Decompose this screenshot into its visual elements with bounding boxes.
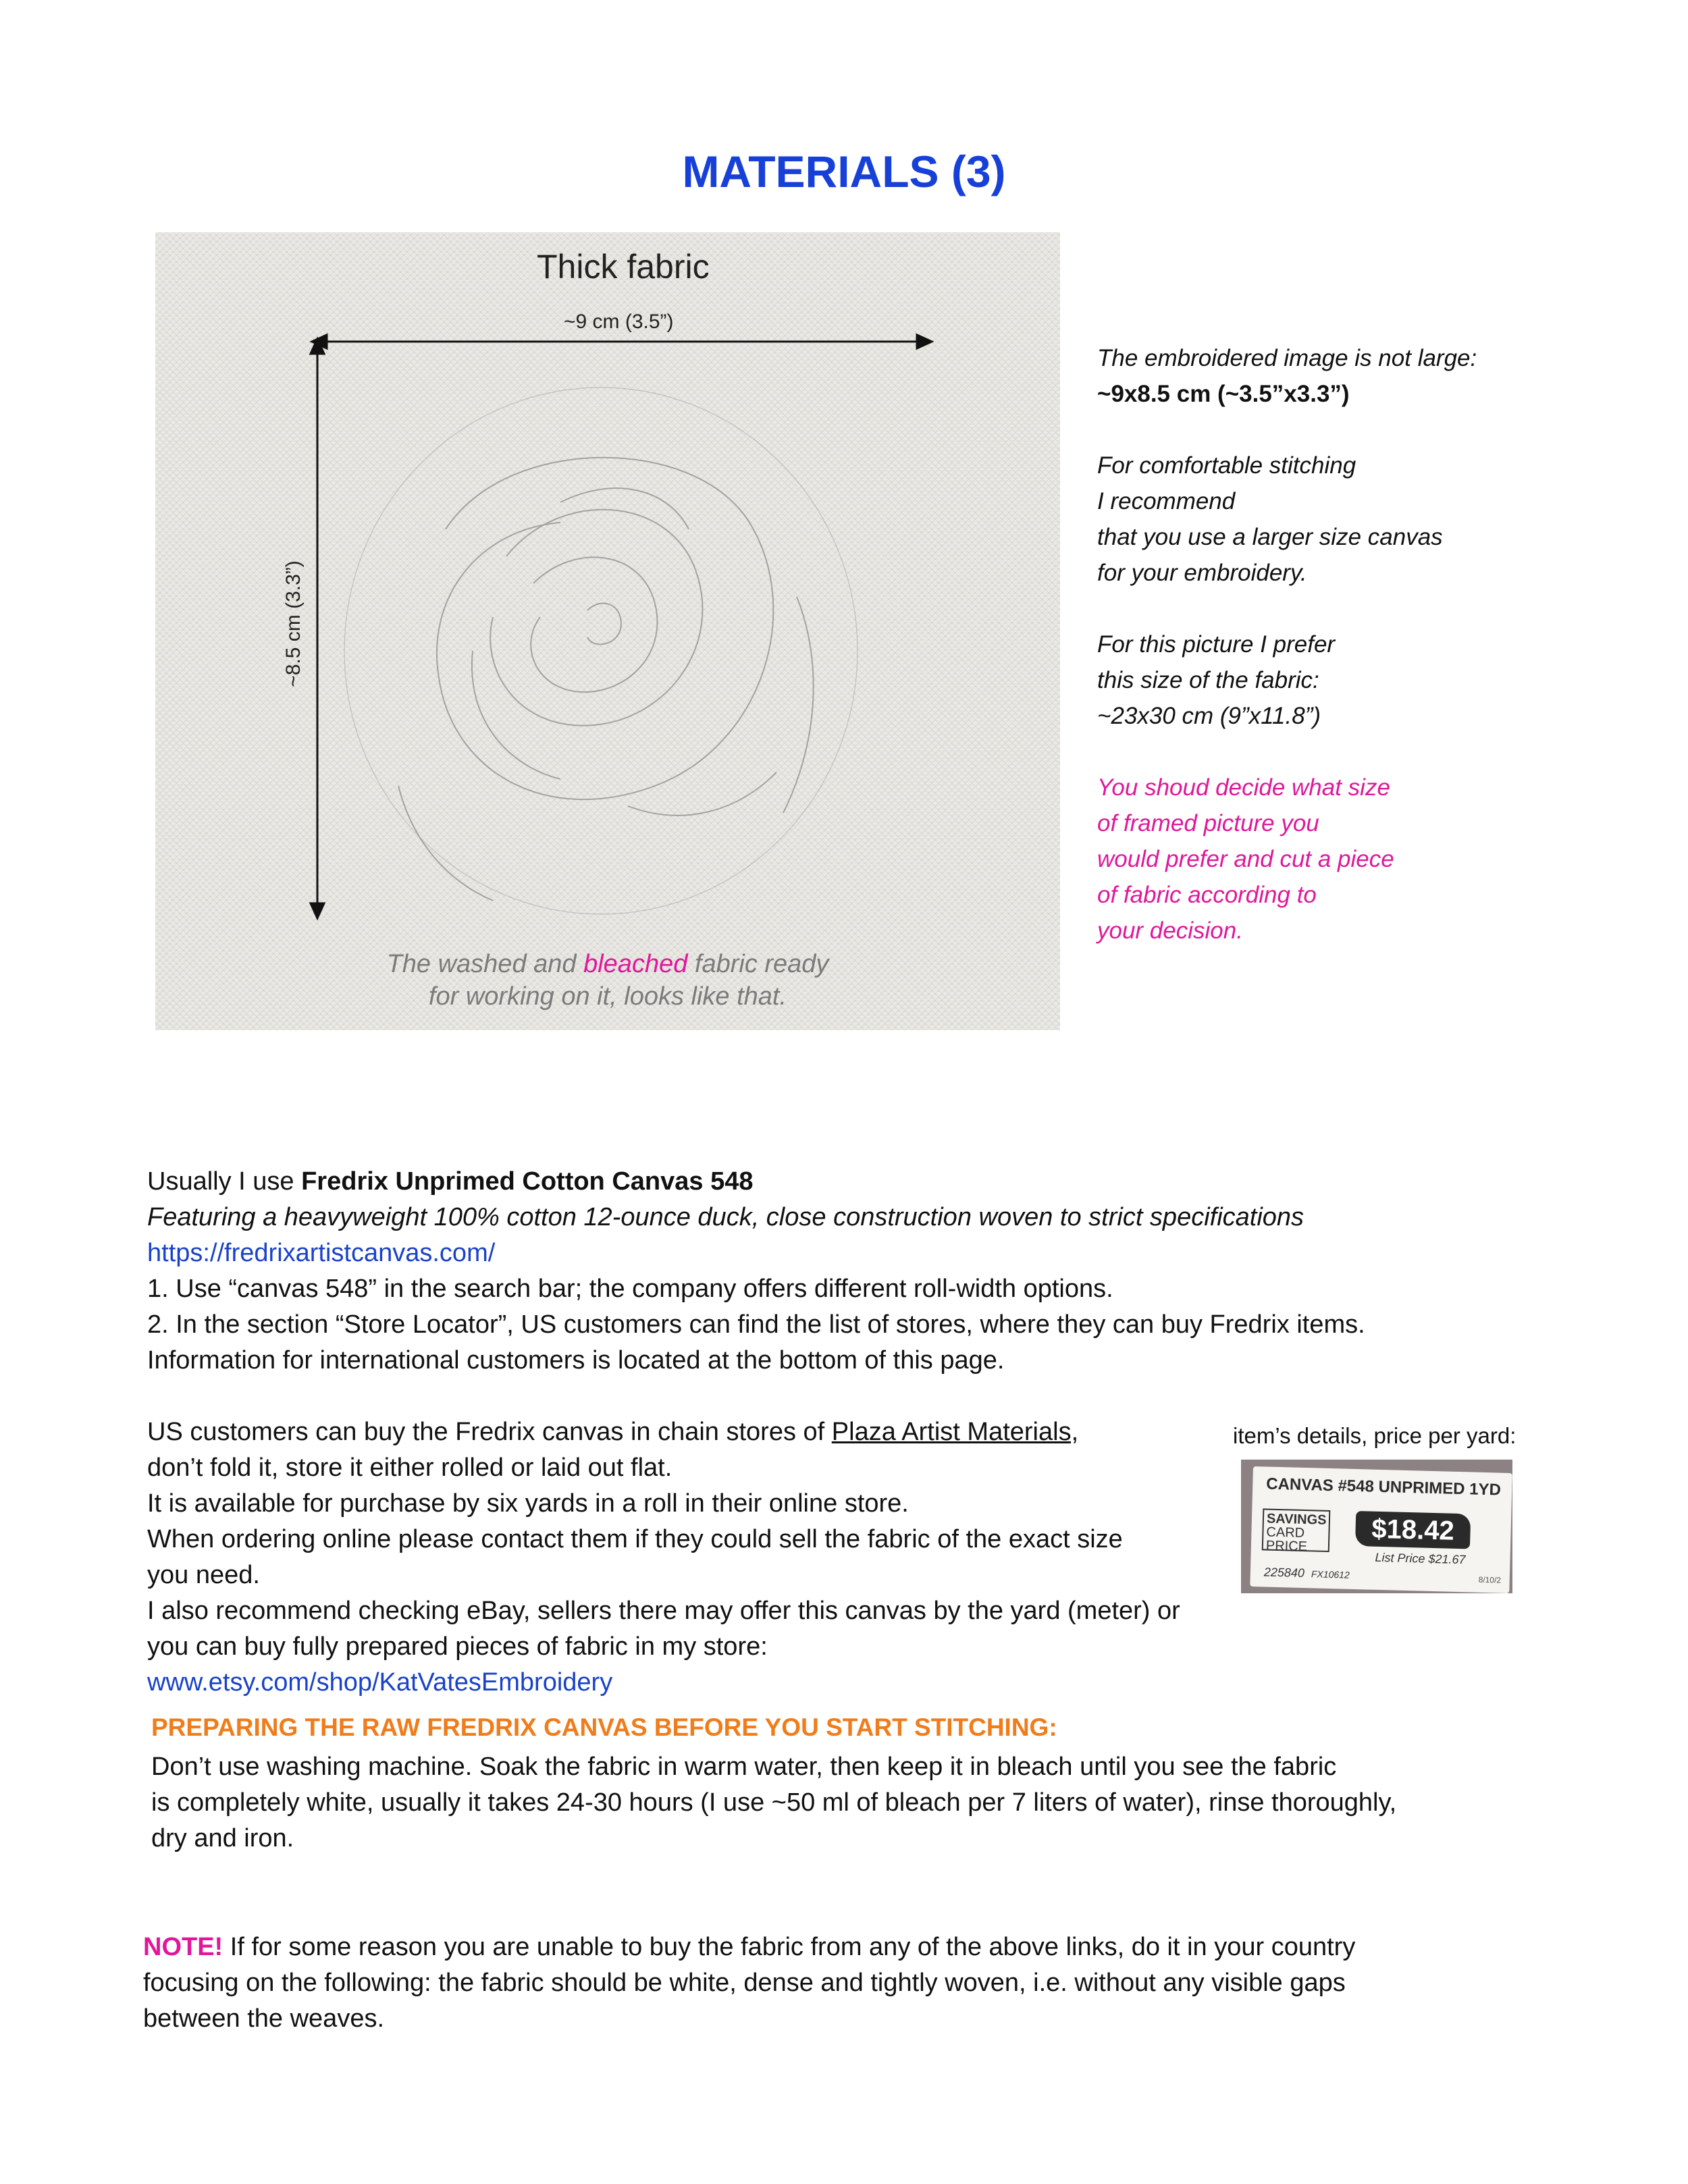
etsy-store-link[interactable]: www.etsy.com/shop/KatVatesEmbroidery bbox=[147, 1668, 613, 1697]
product-intro: Usually I use bbox=[147, 1167, 302, 1196]
prefer-line: this size of the fabric: bbox=[1097, 667, 1319, 693]
sku-number: 225840 bbox=[1263, 1565, 1305, 1580]
preparation-heading: PREPARING THE RAW FREDRIX CANVAS BEFORE YOU START STITCHING: bbox=[151, 1713, 1057, 1741]
caption-text-end: fabric ready bbox=[687, 950, 829, 978]
preparation-line: dry and iron. bbox=[151, 1824, 294, 1853]
preparation-line: is completely white, usually it takes 24-30 hours (I use ~50 ml of bleach per 7 liters of water), rinse thoroughly, bbox=[151, 1788, 1397, 1817]
caption-line-2: for working on it, looks like that. bbox=[428, 982, 787, 1011]
savings-label: SAVINGS bbox=[1266, 1511, 1327, 1528]
photo-title: Thick fabric bbox=[537, 248, 710, 286]
price-tag-caption: item’s details, price per yard: bbox=[1233, 1423, 1516, 1448]
step-2: 2. In the section “Store Locator”, US customers can find the list of stores, where they can buy Fredrix items. bbox=[147, 1310, 1365, 1339]
prefer-note bbox=[1097, 627, 1651, 734]
photo-caption bbox=[155, 948, 1060, 1013]
rose-sketch bbox=[344, 388, 858, 914]
price-tag-photo bbox=[1241, 1460, 1512, 1593]
caption-highlight: bleached bbox=[583, 950, 688, 978]
fabric-photo bbox=[155, 232, 1060, 1030]
recommend-line: for your embroidery. bbox=[1097, 560, 1307, 586]
height-dimension-label: ~8.5 cm (3.3”) bbox=[282, 560, 305, 687]
purchase-line: It is available for purchase by six yards in a roll in their online store. bbox=[147, 1489, 909, 1518]
price-tag-product: CANVAS #548 UNPRIMED 1YD bbox=[1265, 1474, 1502, 1499]
recommend-line: For comfortable stitching bbox=[1097, 452, 1356, 479]
card-label: CARD bbox=[1266, 1524, 1305, 1541]
note-line-3: between the weaves. bbox=[143, 2004, 385, 2033]
decide-line: of framed picture you bbox=[1097, 810, 1319, 836]
price-tag-sku bbox=[1264, 1565, 1350, 1581]
page-title: MATERIALS (3) bbox=[682, 147, 1006, 196]
purchase-line: you can buy fully prepared pieces of fabric in my store: bbox=[147, 1632, 768, 1661]
price-badge: $18.42 bbox=[1355, 1511, 1471, 1549]
note-line-2: focusing on the following: the fabric should be white, dense and tightly woven, i.e. without any visible gaps bbox=[143, 1969, 1346, 1997]
size-note bbox=[1097, 340, 1651, 412]
purchase-line: you need. bbox=[147, 1561, 260, 1589]
purchase-line: I also recommend checking eBay, sellers there may offer this canvas by the yard (meter) or bbox=[147, 1597, 1180, 1625]
size-intro: The embroidered image is not large: bbox=[1097, 345, 1477, 371]
size-value: ~9x8.5 cm (~3.5”x3.3”) bbox=[1097, 381, 1350, 407]
decide-line: your decision. bbox=[1097, 917, 1243, 944]
fredrix-link[interactable]: https://fredrixartistcanvas.com/ bbox=[147, 1239, 496, 1267]
sku-code: FX10612 bbox=[1311, 1568, 1350, 1580]
decide-line: You shoud decide what size bbox=[1097, 774, 1390, 801]
width-dimension-label: ~9 cm (3.5”) bbox=[564, 311, 674, 333]
note-label: NOTE! bbox=[143, 1933, 223, 1961]
preparation-line: Don’t use washing machine. Soak the fabric in warm water, then keep it in bleach until you see the fabric bbox=[151, 1753, 1337, 1781]
caption-text-start: The washed and bbox=[386, 950, 584, 978]
note-text: If for some reason you are unable to buy the fabric from any of the above links, do it in your country bbox=[223, 1933, 1356, 1961]
recommend-line: that you use a larger size canvas bbox=[1097, 524, 1443, 550]
recommend-note bbox=[1097, 448, 1651, 591]
step-1: 1. Use “canvas 548” in the search bar; the company offers different roll-width options. bbox=[147, 1275, 1113, 1303]
purchase-line: don’t fold it, store it either rolled or laid out flat. bbox=[147, 1454, 672, 1482]
purchase-line: When ordering online please contact them if they could sell the fabric of the exact size bbox=[147, 1525, 1123, 1553]
decide-line: of fabric according to bbox=[1097, 882, 1317, 908]
decide-line: would prefer and cut a piece bbox=[1097, 846, 1394, 872]
prefer-line: For this picture I prefer bbox=[1097, 631, 1336, 658]
savings-card-box bbox=[1262, 1508, 1331, 1555]
decide-note bbox=[1097, 770, 1651, 949]
product-intro-line bbox=[147, 1164, 1430, 1200]
price-tag-card bbox=[1250, 1466, 1512, 1593]
list-price: List Price $21.67 bbox=[1375, 1550, 1466, 1567]
product-name: Fredrix Unprimed Cotton Canvas 548 bbox=[301, 1167, 754, 1196]
plaza-store-link[interactable]: Plaza Artist Materials, bbox=[831, 1418, 1079, 1446]
side-notes bbox=[1097, 340, 1651, 984]
recommend-line: I recommend bbox=[1097, 488, 1236, 514]
prefer-line: ~23x30 cm (9”x11.8”) bbox=[1097, 703, 1321, 729]
preparation-body bbox=[151, 1749, 1488, 1857]
price-label: PRICE bbox=[1265, 1538, 1308, 1555]
product-description: Featuring a heavyweight 100% cotton 12-ounce duck, close construction woven to strict specifications bbox=[147, 1203, 1304, 1231]
purchase-prefix: US customers can buy the Fredrix canvas in chain stores of bbox=[147, 1418, 832, 1446]
price-tag-date: 8/10/2 bbox=[1478, 1574, 1502, 1585]
note-line-1 bbox=[143, 1929, 1494, 1965]
note-block bbox=[143, 1929, 1494, 2037]
international-info: Information for international customers is located at the bottom of this page. bbox=[147, 1346, 1005, 1375]
